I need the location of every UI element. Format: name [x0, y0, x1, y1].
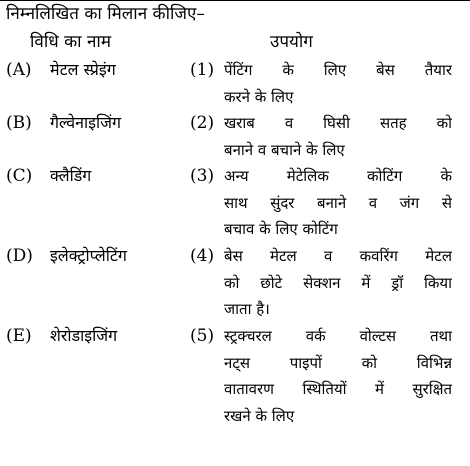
row-letter: (A)	[6, 60, 32, 80]
method-name: गैल्वेनाइजिंग	[50, 113, 122, 132]
use-line: साथ सुंदर बनाने व जंग से	[224, 193, 452, 212]
row-letter: (D)	[6, 246, 33, 266]
column-header-use: उपयोग	[270, 32, 313, 52]
row-letter: (C)	[6, 166, 33, 186]
use-description	[224, 243, 452, 323]
use-line: खराब व घिसी सतह को	[224, 114, 452, 132]
use-line: स्ट्रक्चरल वर्क वोल्टस तथा	[224, 327, 452, 345]
use-line: को छोटे सेक्शन में ड्रॉ किया	[224, 273, 452, 292]
use-number: (3)	[190, 166, 215, 186]
use-line: बनाने व बचाने के लिए	[224, 140, 345, 159]
use-line: नट्स पाइपों को विभिन्न	[224, 353, 452, 372]
use-line: जाता है।	[224, 300, 270, 318]
use-line: रखने के लिए	[224, 406, 295, 425]
method-name: क्लैडिंग	[50, 166, 92, 185]
column-header-method: विधि का नाम	[30, 32, 111, 52]
use-number: (5)	[190, 326, 215, 346]
use-line: वातावरण स्थितियों में सुरक्षित	[224, 380, 452, 398]
use-description	[224, 110, 452, 163]
use-description	[224, 57, 452, 110]
use-number: (4)	[190, 246, 215, 266]
method-name: शेरोडाइजिंग	[50, 326, 118, 345]
top-rule	[0, 0, 470, 1]
row-letter: (E)	[6, 326, 32, 346]
use-line: करने के लिए	[224, 87, 294, 106]
question-heading: निम्नलिखित का मिलान कीजिए–	[6, 4, 205, 24]
use-line: बेस मेटल व कवरिंग मेटल	[224, 247, 452, 265]
method-name: इलेक्ट्रोप्लेटिंग	[50, 246, 127, 265]
use-line: बचाव के लिए कोटिंग	[224, 220, 338, 238]
use-description	[224, 163, 452, 243]
use-line: पेंटिंग के लिए बेस तैयार	[224, 61, 452, 79]
use-description	[224, 323, 452, 429]
use-number: (1)	[190, 60, 215, 80]
method-name: मेटल स्प्रेइंग	[50, 60, 116, 79]
use-number: (2)	[190, 113, 215, 133]
use-line: अन्य मेटेलिक कोटिंग के	[224, 167, 452, 185]
row-letter: (B)	[6, 113, 32, 133]
